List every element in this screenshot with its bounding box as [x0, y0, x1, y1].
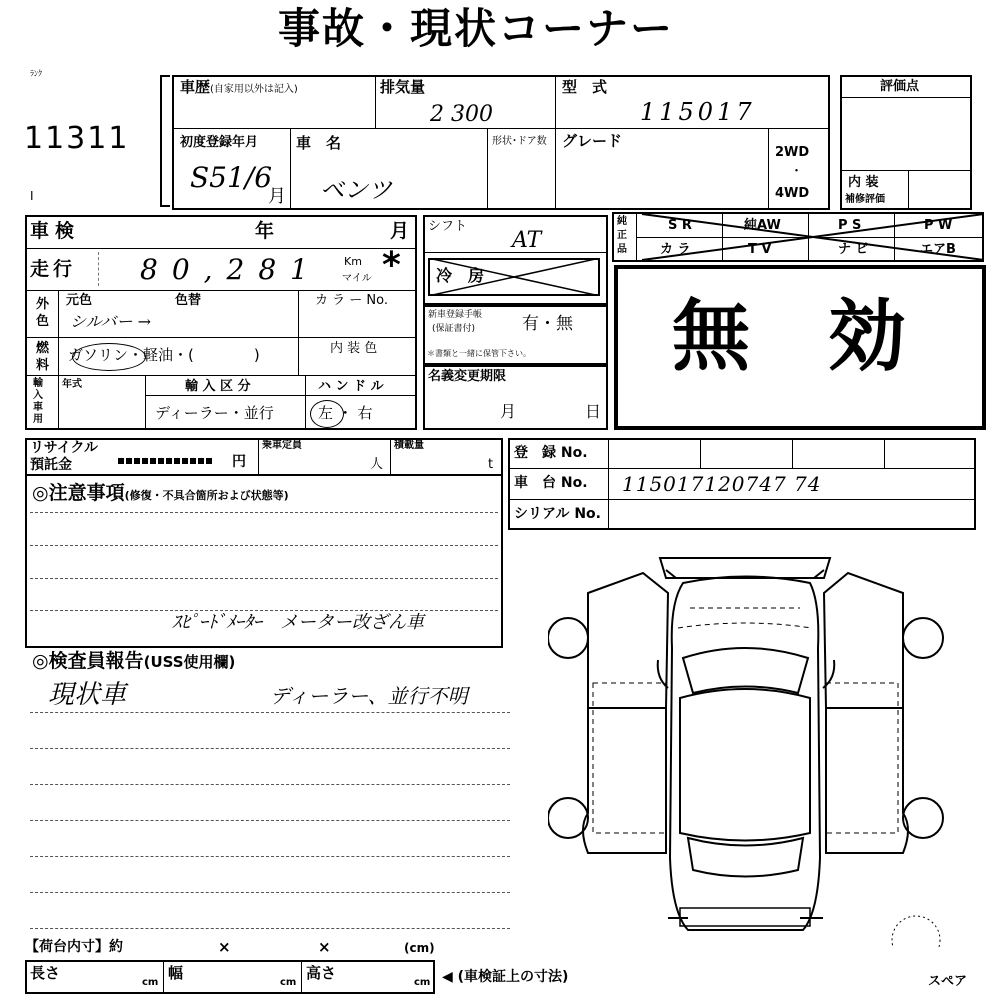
cargo-arrow-note: ◀ (車検証上の寸法): [442, 969, 569, 985]
model-value: 115017: [640, 98, 756, 126]
cargo-width: 幅: [168, 964, 184, 982]
cargo-height-cm: cm: [414, 977, 431, 988]
drive-dot: ・: [790, 164, 804, 179]
shaken-label: 車検: [30, 220, 81, 242]
spare-label: スペア: [928, 974, 968, 989]
cargo-length-cm: cm: [142, 977, 159, 988]
load-unit: t: [488, 457, 494, 472]
new-reg-label-1: 新車登録手帳: [428, 310, 483, 320]
notes-line: ｽﾋﾟｰﾄﾞﾒｰﾀｰ メーター改ざん車: [172, 612, 424, 633]
recycle-yen: 円: [232, 454, 246, 470]
score-label: 評価点: [880, 79, 920, 94]
chassis-value: 115017120747 74: [622, 472, 822, 496]
equip-ps: P S: [838, 218, 862, 233]
shift-value: AT: [512, 228, 542, 253]
lot-number: 11311: [24, 121, 130, 156]
model-label: 型 式: [562, 78, 608, 96]
cargo-label: 【荷台内寸】約: [25, 939, 123, 955]
equip-color: カ ラ: [660, 242, 691, 257]
equip-aw: 純AW: [744, 218, 781, 233]
color-change-label: 色替: [175, 293, 202, 308]
color-value: シルバー →: [70, 312, 151, 331]
shaken-year: 年: [255, 220, 275, 242]
displacement-value: 2 300: [430, 102, 493, 127]
equip-sr: S R: [668, 218, 692, 233]
cargo-dim-box: [25, 960, 435, 994]
cargo-x1: ×: [218, 938, 231, 956]
import-side-label: 輸入車用: [33, 378, 43, 425]
interior-color-label: 内 装 色: [330, 341, 378, 356]
new-reg-note: ＊書類と一緒に保管下さい。: [427, 349, 531, 358]
void-stamp-text: 無 効: [672, 292, 907, 382]
inspector-note-1: 現状車: [48, 680, 127, 710]
first-reg-month: 月: [268, 186, 286, 207]
fuel-options: ガソリン・軽油・( ): [68, 346, 260, 364]
mileage-label: 走行: [30, 258, 77, 280]
cargo-width-cm: cm: [280, 977, 297, 988]
mileage-unit-mile: マイル: [342, 273, 372, 284]
inspector-note-2: ディーラー、並行不明: [270, 684, 468, 708]
handle-value: 左 ・ 右: [318, 404, 373, 422]
import-class-label: 輸 入 区 分: [185, 379, 251, 394]
left-bracket: [160, 75, 170, 207]
mileage-mark: *: [382, 245, 401, 286]
interior-sub: 補修評価: [845, 194, 885, 205]
equip-pw: P W: [924, 218, 953, 233]
car-name-value: ベンツ: [320, 176, 392, 204]
equip-tv: T V: [748, 242, 772, 257]
fuel-side-label: 燃料: [36, 341, 50, 373]
equipment-cross: [612, 212, 984, 262]
grade-label: グレード: [562, 132, 623, 150]
mileage-unit-km: Km: [344, 255, 362, 268]
color-code-label: カ ラ ー No.: [315, 293, 388, 308]
recycle-label-2: 預託金: [30, 457, 72, 473]
equip-airbag: エアB: [920, 242, 956, 257]
first-reg-label: 初度登録年月: [180, 135, 259, 150]
aircon-label: 冷 房: [436, 266, 485, 285]
fuel-gasoline-circle: [72, 343, 146, 371]
drive-2wd: 2WD: [775, 145, 810, 160]
inspector-heading: ◎検査員報告(USS使用欄): [32, 650, 236, 672]
name-change-day: 日: [585, 402, 602, 421]
recycle-strike: [118, 458, 213, 464]
chassis-label: 車 台 No.: [514, 475, 588, 491]
history-label: 車歴(自家用以外は記入): [180, 78, 298, 96]
cargo-length: 長さ: [30, 964, 61, 982]
car-damage-diagram: [548, 548, 988, 948]
mileage-value: 80,281: [140, 253, 322, 286]
shape-label: 形状･ドア数: [492, 136, 547, 147]
color-orig-label: 元色: [66, 293, 93, 308]
car-name-label: 車 名: [296, 134, 342, 152]
import-class-value: ディーラー・並行: [155, 404, 274, 422]
corner-mark: ﾗﾝｸ: [30, 69, 42, 78]
import-year-label: 年式: [62, 379, 82, 390]
capacity-label: 乗車定員: [262, 440, 302, 451]
drive-4wd: 4WD: [775, 186, 810, 201]
shift-label: シフト: [428, 219, 468, 234]
new-reg-value: 有・無: [522, 314, 573, 334]
serial-label: シリアル No.: [514, 506, 601, 522]
displacement-label: 排気量: [380, 78, 426, 96]
handle-label: ハ ン ド ル: [318, 379, 384, 394]
interior-label: 内 装: [848, 175, 879, 190]
load-label: 積載量: [394, 440, 424, 451]
handle-left-circle: [310, 400, 344, 428]
reg-label: 登 録 No.: [514, 445, 588, 461]
equip-navi: ナ ビ: [838, 242, 869, 257]
color-side-label: 外色: [36, 297, 50, 329]
new-reg-label-2: (保証書付): [432, 324, 476, 334]
equipment-side-label: 純正品: [617, 216, 627, 255]
first-reg-value: S51/6: [190, 161, 273, 194]
notes-heading: ◎注意事項(修復・不具合箇所および状態等): [32, 482, 289, 504]
name-change-month: 月: [500, 402, 517, 421]
shaken-month: 月: [390, 220, 410, 242]
recycle-label-1: リサイクル: [30, 440, 99, 456]
cargo-x2: ×: [318, 938, 331, 956]
capacity-unit: 人: [370, 457, 384, 472]
page-title: 事故・現状コーナー: [278, 4, 675, 53]
tick-mark: I: [30, 189, 34, 203]
name-change-label: 名義変更期限: [428, 369, 507, 384]
cargo-unit: (cm): [404, 941, 435, 955]
cargo-height: 高さ: [306, 964, 337, 982]
